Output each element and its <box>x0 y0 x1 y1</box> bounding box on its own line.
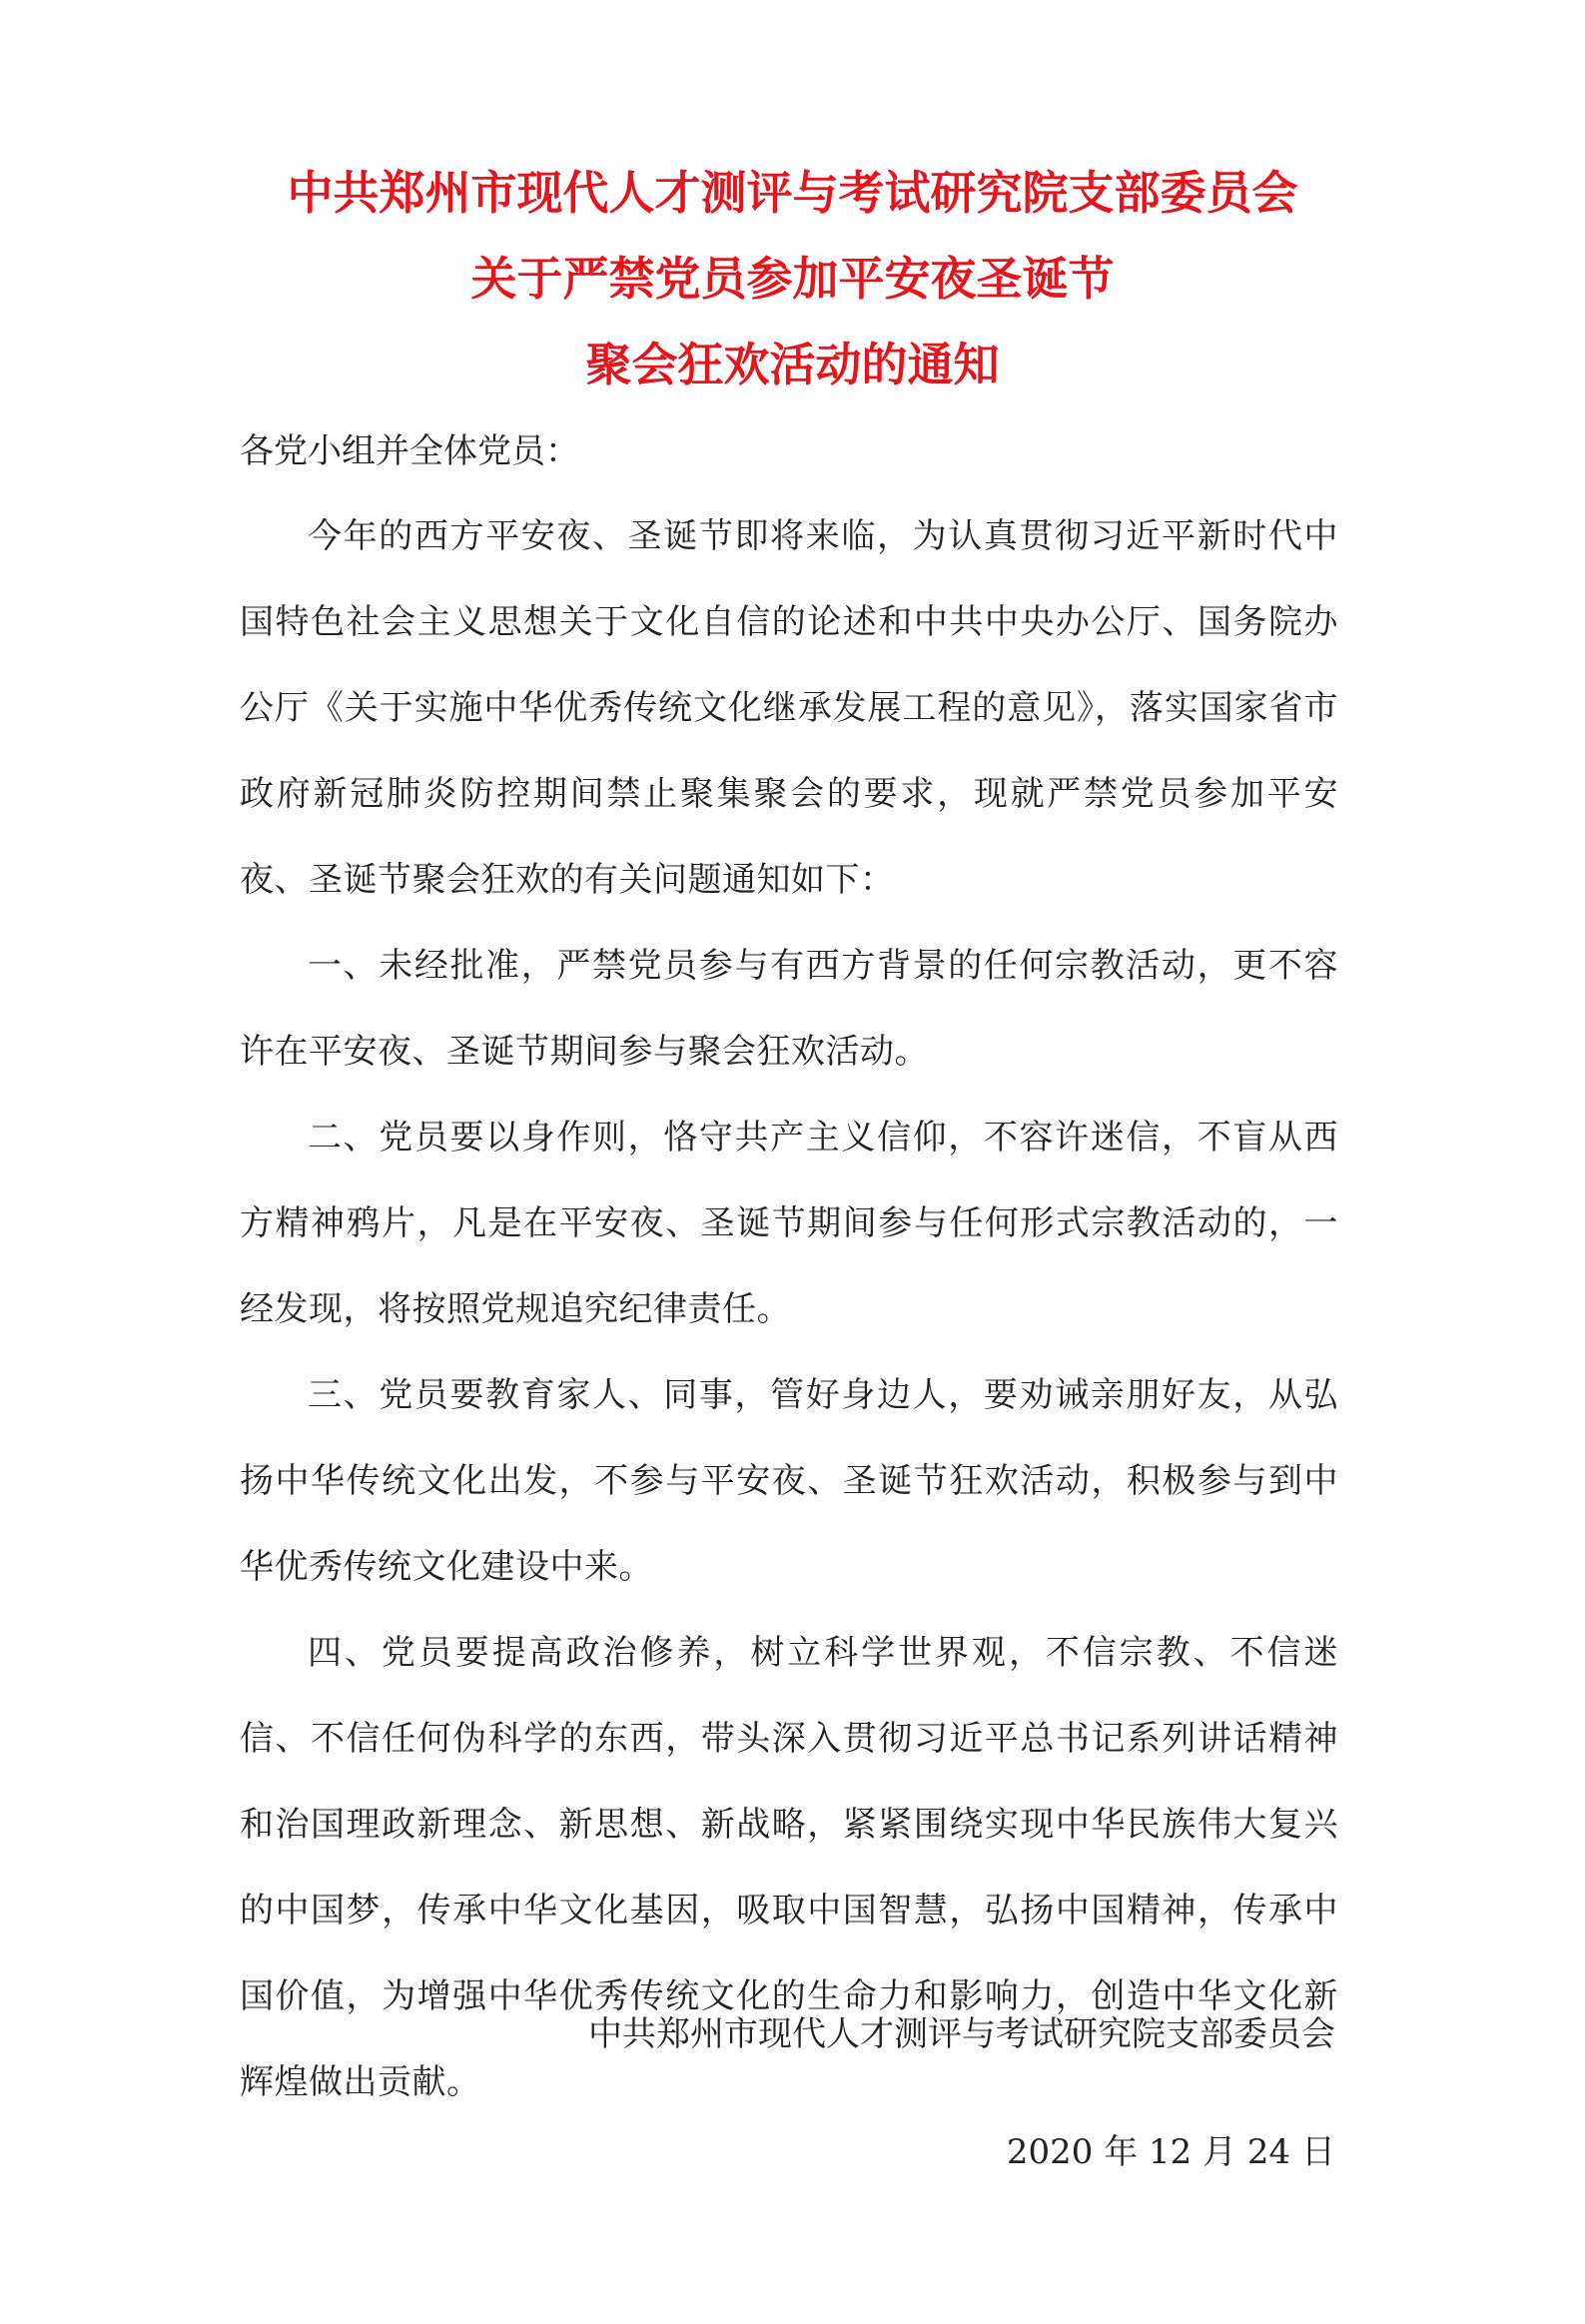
notice-body <box>240 409 1338 2125</box>
title-line-2: 关于严禁党员参加平安夜圣诞节 <box>470 252 1115 306</box>
notice-title <box>240 150 1345 407</box>
title-line-3: 聚会狂欢活动的通知 <box>585 338 1000 391</box>
paragraph-item-4: 四、党员要提高政治修养，树立科学世界观，不信宗教、不信迷信、不信任何伪科学的东西，带头深入贯彻习近平总书记系列讲话精神和治国理政新理念、新思想、新战略，紧紧围绕实现中华民族伟大复兴的中国梦，传承中华文化基因，吸取中国智慧，弘扬中国精神，传承中国价值，为增强中华优秀传统文化的生命力和影响力，创造中华文化新辉煌做出贡献。 <box>240 1633 1338 2102</box>
paragraph-item-3: 三、党员要教育家人、同事，管好身边人，要劝诫亲朋好友，从弘扬中华传统文化出发，不参与平安夜、圣诞节狂欢活动，积极参与到中华优秀传统文化建设中来。 <box>240 1375 1338 1587</box>
paragraph-item-1: 一、未经批准，严禁党员参与有西方背景的任何宗教活动，更不容许在平安夜、圣诞节期间参与聚会狂欢活动。 <box>240 946 1338 1072</box>
signature-block <box>588 1992 1335 2194</box>
paragraph-item-2: 二、党员要以身作则，恪守共产主义信仰，不容许迷信，不盲从西方精神鸦片，凡是在平安夜、圣诞节期间参与任何形式宗教活动的，一经发现，将按照党规追究纪律责任。 <box>240 1118 1338 1329</box>
salutation: 各党小组并全体党员： <box>240 431 579 471</box>
signature-date: 2020 年 12 月 24 日 <box>1006 2132 1335 2172</box>
title-line-1: 中共郑州市现代人才测评与考试研究院支部委员会 <box>287 166 1298 220</box>
paragraph-intro: 今年的西方平安夜、圣诞节即将来临，为认真贯彻习近平新时代中国特色社会主义思想关于文化自信的论述和中共中央办公厅、国务院办公厅《关于实施中华优秀传统文化继承发展工程的意见》，落实国家省市政府新冠肺炎防控期间禁止聚集聚会的要求，现就严禁党员参加平安夜、圣诞节聚会狂欢的有关问题通知如下： <box>240 516 1338 900</box>
signature-organization: 中共郑州市现代人才测评与考试研究院支部委员会 <box>588 2014 1335 2054</box>
